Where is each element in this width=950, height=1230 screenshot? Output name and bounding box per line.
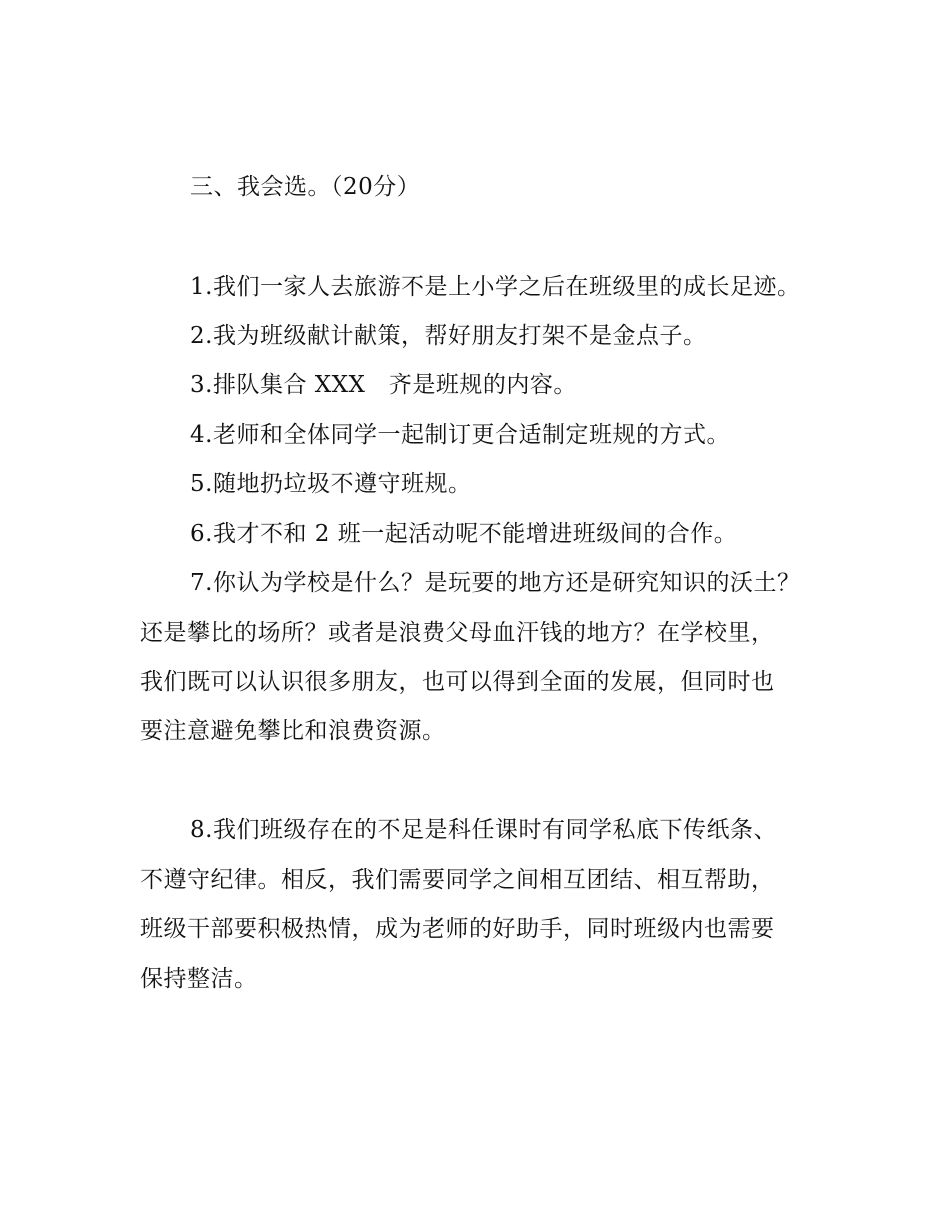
item-8-line-3: 班级干部要积极热情，成为老师的好助手，同时班级内也需要 (140, 916, 775, 942)
answer-item-3: 3.排队集合 XXX 齐是班规的内容。 (190, 372, 577, 398)
answer-item-2: 2.我为班级献计献策，帮好朋友打架不是金点子。 (190, 323, 707, 349)
item-8-line-1: 8.我们班级存在的不足是科任课时有同学私底下传纸条、 (190, 817, 777, 843)
answer-item-4: 4.老师和全体同学一起制订更合适制定班规的方式。 (190, 422, 730, 448)
item-7-line-2: 还是攀比的场所？或者是浪费父母血汗钱的地方？在学校里， (140, 620, 775, 646)
item-7-line-3: 我们既可以认识很多朋友，也可以得到全面的发展，但同时也 (140, 669, 775, 695)
item-7-line-4: 要注意避免攀比和浪费资源。 (140, 718, 446, 744)
answer-item-5: 5.随地扔垃圾不遵守班规。 (190, 471, 472, 497)
answer-item-1: 1.我们一家人去旅游不是上小学之后在班级里的成长足迹。 (190, 274, 801, 300)
item-7-line-1: 7.你认为学校是什么？是玩要的地方还是研究知识的沃土？ (190, 570, 801, 596)
item-8-line-2: 不遵守纪律。相反，我们需要同学之间相互团结、相互帮助， (140, 867, 775, 893)
item-8-line-4: 保持整洁。 (140, 966, 258, 992)
section-heading: 三、我会选。（20分） (190, 174, 421, 200)
answer-item-6: 6.我才不和 2 班一起活动呢不能增进班级间的合作。 (190, 521, 738, 547)
